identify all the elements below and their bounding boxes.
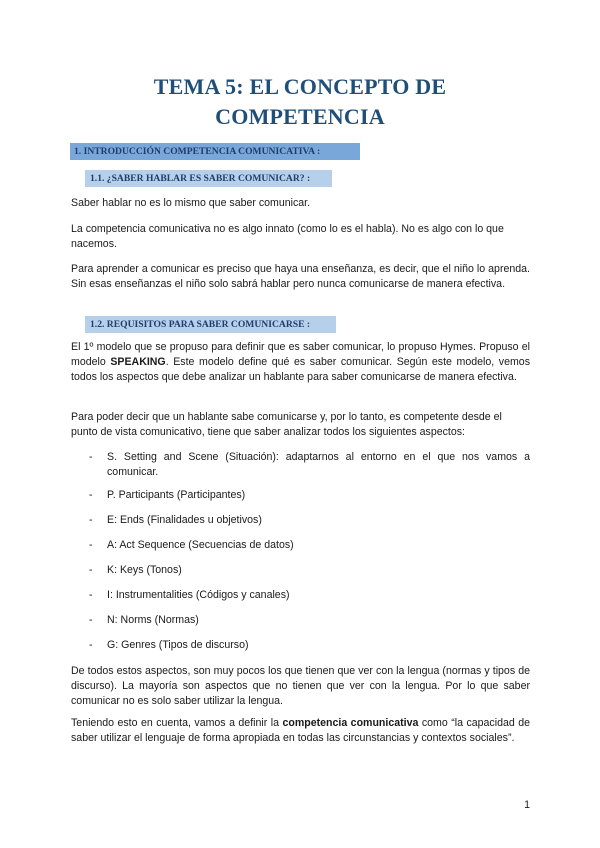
paragraph-speaking-model [71, 340, 530, 385]
bold-term-speaking: SPEAKING [110, 356, 166, 368]
list-dash: - [89, 514, 93, 526]
list-dash: - [89, 564, 93, 576]
list-dash: - [89, 489, 93, 501]
list-item [89, 488, 530, 503]
paragraph-text: . Este modelo define qué es saber comunicar. Según este modelo, vemos todos los aspectos que debe analizar un hablante para saber comunicarse de manera efectiva. [71, 356, 530, 383]
subsection-heading-1-1: 1.1. ¿SABER HABLAR ES SABER COMUNICAR? : [85, 170, 332, 187]
paragraph-text: El 1º modelo que se propuso para definir que es saber comunicar, lo propuso Hymes. Propuso el modelo [71, 341, 530, 368]
list-item-text: E: Ends (Finalidades u objetivos) [107, 514, 262, 526]
list-item-text: A: Act Sequence (Secuencias de datos) [107, 539, 294, 551]
page-title [70, 72, 530, 132]
title-line-1: TEMA 5: EL CONCEPTO DE [153, 74, 447, 99]
paragraph-definition [71, 716, 530, 746]
paragraph: La competencia comunicativa no es algo innato (como lo es el habla). No es algo con lo que nacemos. [71, 223, 504, 250]
list-item [89, 563, 530, 578]
paragraph-text: como “la capacidad de saber utilizar el lenguaje de forma apropiada en todas las circunstancias y contextos sociales”. [71, 717, 530, 744]
list-item-text: G: Genres (Tipos de discurso) [107, 639, 249, 651]
list-item [89, 613, 530, 628]
list-item [89, 450, 530, 482]
list-dash: - [89, 614, 93, 626]
list-item-text: K: Keys (Tonos) [107, 564, 182, 576]
bold-term-competencia: competencia comunicativa [282, 717, 419, 729]
page-number: 1 [524, 799, 530, 811]
list-item [89, 538, 530, 553]
list-item-text: I: Instrumentalities (Códigos y canales) [107, 589, 290, 601]
paragraph: Para poder decir que un hablante sabe comunicarse y, por lo tanto, es competente desde el punto de vista comunicativo, tiene que saber analizar todos los siguientes aspectos: [71, 411, 502, 438]
list-item [89, 638, 530, 653]
list-dash: - [89, 539, 93, 551]
list-item-text: S. Setting and Scene (Situación): adaptarnos al entorno en el que nos vamos a comunicar. [107, 451, 530, 478]
title-line-2: COMPETENCIA [215, 104, 385, 129]
paragraph: De todos estos aspectos, son muy pocos los que tienen que ver con la lengua (normas y tipos de discurso). La mayoría son aspectos que no tienen que ver con la lengua. Por lo que saber comunicar no es solo saber utilizar la lengua. [71, 665, 530, 707]
list-dash: - [89, 639, 93, 651]
section-heading-1: 1. INTRODUCCIÓN COMPETENCIA COMUNICATIVA : [70, 143, 360, 160]
list-item [89, 513, 530, 528]
list-dash: - [89, 451, 93, 463]
list-item-text: P. Participants (Participantes) [107, 489, 246, 501]
paragraph: Saber hablar no es lo mismo que saber comunicar. [71, 197, 311, 209]
list-dash: - [89, 589, 93, 601]
list-item-text: N: Norms (Normas) [107, 614, 199, 626]
subsection-heading-1-2: 1.2. REQUISITOS PARA SABER COMUNICARSE : [85, 316, 336, 333]
paragraph-text: Teniendo esto en cuenta, vamos a definir la [71, 717, 283, 729]
list-item [89, 588, 530, 603]
paragraph: Para aprender a comunicar es preciso que haya una enseñanza, es decir, que el niño lo aprenda. Sin esas enseñanzas el niño solo sabrá hablar pero nunca comunicarse de manera efectiva. [71, 263, 530, 290]
